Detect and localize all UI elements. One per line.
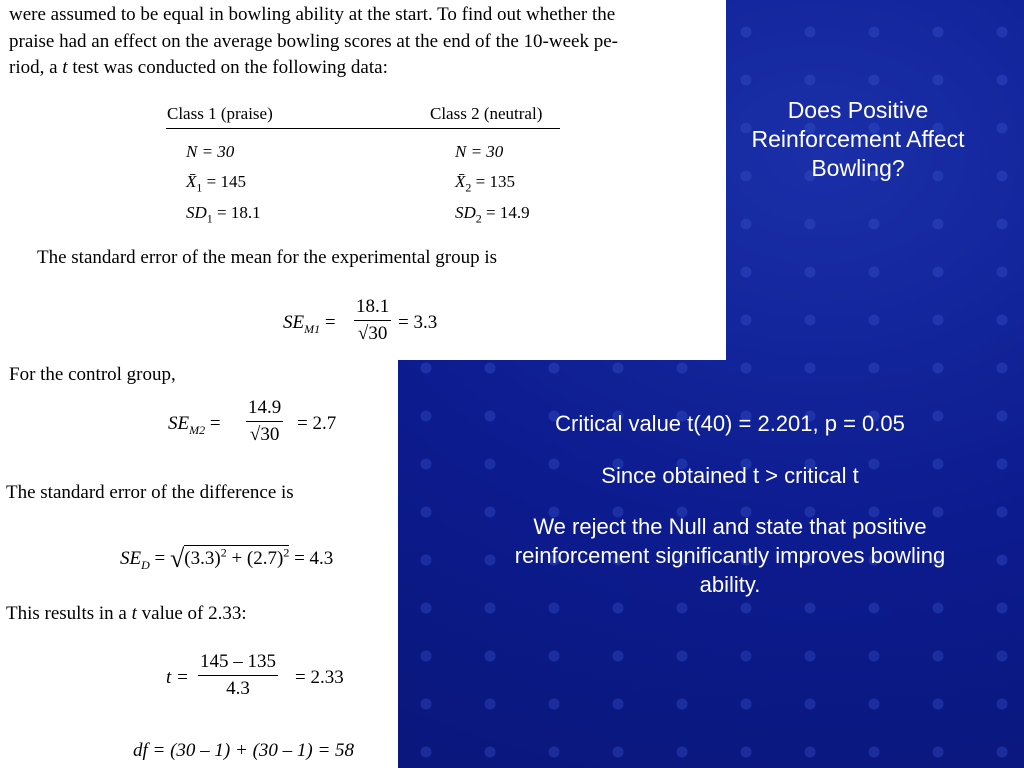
se-exp-text: The standard error of the mean for the experimental group is (37, 247, 498, 268)
se-m1-lhs: $SE_{M1}$ = (283, 312, 336, 336)
se-m1-fraction: $\frac{18.1}{√30}$ (356, 296, 390, 344)
se-m2-lhs: $SE_{M2}$ = (168, 413, 221, 437)
se-m2-fraction: $\frac{14.9}{√30}$ (248, 397, 282, 445)
t-fraction: $\frac{145 - 135}{4.3}$ (200, 651, 276, 699)
intro-line-1: were assumed to be equal in bowling ability at the start. To find out whether the (9, 4, 616, 25)
t-result: = 2.33 (295, 667, 344, 688)
t-lhs: t = (166, 667, 189, 688)
class2-mean: $X̄_2 = 135$ (455, 172, 515, 195)
critical-value-text: Critical value t(40) = 2.201, p = 0.05 (555, 411, 905, 436)
se-m1-result: = 3.3 (398, 312, 438, 333)
intro-line-2: praise had an effect on the average bowling scores at the end of the 10-week pe- (9, 31, 618, 52)
since-text: Since obtained t > critical t (601, 463, 859, 488)
se-diff-text: The standard error of the difference is (6, 482, 294, 503)
class1-header: Class 1 (praise) (167, 104, 273, 123)
t-text: This results in a t value of 2.33: (6, 603, 247, 624)
se-m2-result: = 2.7 (297, 413, 337, 434)
intro-line-3: riod, a t test was conducted on the following data: (9, 57, 388, 78)
class1-mean: $X̄_1 = 145$ (186, 172, 246, 195)
control-text: For the control group, (9, 364, 176, 385)
table-rule (166, 128, 560, 129)
se-d-equation: $SE_D = √(3.3)^2 + (2.7)^2 = 4.3$ (120, 544, 334, 573)
class2-sd: $SD_2 = 14.9$ (455, 203, 530, 226)
class2-n: N = 30 (455, 142, 504, 161)
conclusion-text: We reject the Null and state that positive reinforcement significantly improves bowling ability. (514, 514, 946, 597)
class1-sd: $SD_1 = 18.1$ (186, 203, 261, 226)
class2-header: Class 2 (neutral) (430, 104, 543, 123)
class1-n: N = 30 (186, 142, 235, 161)
df-line: df = (30 – 1) + (30 – 1) = 58 (133, 740, 355, 761)
slide-title: Does Positive Reinforcement Affect Bowling? (751, 97, 965, 181)
